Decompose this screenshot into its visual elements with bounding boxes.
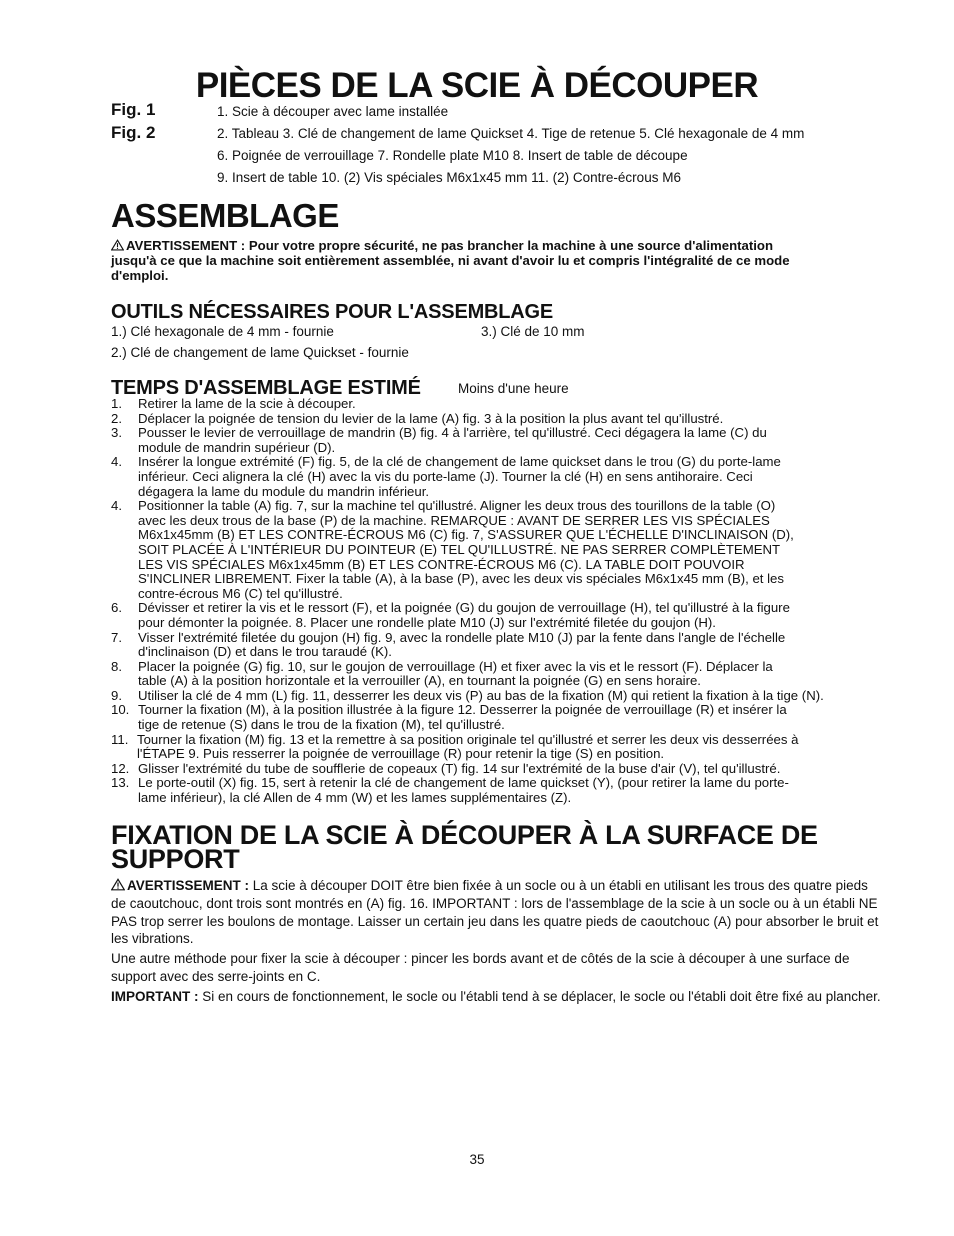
step-text-line: LES VIS SPÉCIALES M6x1x45mm (B) ET LES CONTRE-ÉCROUS M6 (C). LA TABLE DOIT POUVOIR [138,556,745,572]
assembly-step [111,689,891,704]
mounting-title-line: FIXATION DE LA SCIE À DÉCOUPER À LA SURFACE DE [111,820,818,850]
assembly-step [111,397,891,412]
parts-line: 1. Scie à découper avec lame installée [217,104,449,119]
mounting-title-line: SUPPORT [111,844,240,874]
step-number: 6. [111,600,122,616]
mounting-body [111,877,881,1006]
assembly-warning [111,238,871,283]
warning-label: AVERTISSEMENT : [127,878,250,893]
step-text-line: Le porte-outil (X) fig. 15, sert à retenir la clé de changement de lame quickset (Y), (pour retirer la lame du porte- [138,775,789,791]
warning-icon [111,239,124,251]
step-text-line: lame inférieur), la clé Allen de 4 mm (W) et les lames supplémentaires (Z). [138,790,572,806]
assembly-step [111,499,891,601]
tool-item: 2.) Clé de changement de lame Quickset - fournie [111,345,409,360]
assembly-title: ASSEMBLAGE [111,197,339,234]
step-text-line: Tourner la fixation (M), à la position illustrée à la figure 12. Desserrer la poignée de verrouillage (R) et insérer la [138,702,787,718]
assembly-step [111,426,891,455]
step-number: 9. [111,687,122,703]
step-number: 3. [111,425,122,441]
assembly-step [111,412,891,427]
assembly-step [111,631,891,660]
step-text-line: dégagera la lame du module du mandrin inférieur. [138,483,430,499]
step-text-line: module de mandrin supérieur (D). [138,439,336,455]
step-number: 10. [111,702,130,718]
step-number: 12. [111,760,130,776]
assembly-step [111,733,891,762]
warning-text: jusqu'à ce que la machine soit entièrement assemblée, ni avant d'avoir lu et compris l'intégralité de ce mode [111,253,790,268]
fig-1-label: Fig. 1 [111,100,156,119]
assembly-step [111,776,891,805]
step-number: 8. [111,658,122,674]
time-title: TEMPS D'ASSEMBLAGE ESTIMÉ [111,377,421,399]
assembly-step [111,455,891,499]
step-text-line: Placer la poignée (G) fig. 10, sur le goujon de verrouillage (H) et fixer avec la vis et le ressort (F). Déplacer la [138,658,773,674]
step-text-line: Visser l'extrémité filetée du goujon (H) fig. 9, avec la rondelle plate M10 (J) par la fente dans l'angle de l'échelle [138,629,786,645]
step-number: 2. [111,410,122,426]
step-text-line: Insérer la longue extrémité (F) fig. 5, de la clé de changement de lame quickset dans le trou (G) du porte-lame [138,454,781,470]
assembly-step [111,660,891,689]
parts-line: 2. Tableau 3. Clé de changement de lame Quickset 4. Tige de retenue 5. Clé hexagonale de 4 mm [217,126,805,141]
step-text-line: S'INCLINER LIBREMENT. Fixer la table (A), à la base (P), avec les deux vis spéciales M6x1x45 mm (B), et les [138,571,784,587]
mounting-title [111,820,818,874]
step-text-line: Dévisser et retirer la vis et le ressort (F), et la poignée (G) du goujon de verrouillage (H), tel qu'illustré à la figure [138,600,790,616]
step-text-line: Utiliser la clé de 4 mm (L) fig. 11, desserrer les deux vis (P) au bas de la fixation (M) qui retient la fixation à la tige (N). [138,687,824,703]
time-value: Moins d'une heure [458,381,569,396]
fig-2-label: Fig. 2 [111,123,156,142]
step-number: 4. [111,498,122,514]
step-text-line: Tourner la fixation (M) fig. 13 et la remettre à sa position originale tel qu'illustré et serrer les deux vis desserrées à [137,731,799,747]
important-text: Si en cours de fonctionnement, le socle ou l'établi tend à se déplacer, le socle ou l'établi doit être fixé au plancher. [198,988,881,1004]
step-number: 7. [111,629,122,645]
parts-line: 9. Insert de table 10. (2) Vis spéciales M6x1x45 mm 11. (2) Contre-écrous M6 [217,170,681,185]
important-note [111,988,881,1006]
assembly-steps [111,397,891,806]
step-number: 11. [111,731,129,747]
important-label: IMPORTANT : [111,988,199,1004]
step-text-line: d'inclinaison (D) et dans le trou taraudé (K). [138,644,392,660]
step-text-line: inférieur. Ceci alignera la clé (H) avec la vis du porte-lame (J). Tourner la clé (H) en sens antihoraire. Ceci [138,468,753,484]
tools-title: OUTILS NÉCESSAIRES POUR L'ASSEMBLAGE [111,301,554,323]
tool-item: 3.) Clé de 10 mm [481,324,585,339]
step-text-line: tige de retenue (S) dans le trou de la fixation (M), tel qu'illustré. [138,717,505,733]
tool-item: 1.) Clé hexagonale de 4 mm - fournie [111,324,334,339]
warning-text: La scie à découper DOIT être bien fixée à un socle ou à un établi en utilisant les trous des quatre pieds de caoutchouc, dont trois sont montrés en (A) fig. 16. IMPORTANT : lors de l'assemblage de la scie à un socle ou à un établi NE PAS trop serrer les boulons de montage. Laisser un certain jeu dans les quatre pieds de caoutchouc (A) pour absorber le bruit et les vibrations. [111,878,879,947]
step-text-line: table (A) à la position horizontale et la verrouiller (A), en tournant la poignée (G) en sens horaire. [138,673,701,689]
page-number: 35 [469,1152,485,1167]
parts-line: 6. Poignée de verrouillage 7. Rondelle plate M10 8. Insert de table de découpe [217,148,688,163]
step-number: 4. [111,454,122,470]
alt-method: Une autre méthode pour fixer la scie à découper : pincer les bords avant et de côtés de la scie à découper à une surface de support avec des serre-joints en C. [111,951,850,984]
step-text-line: l'ÉTAPE 9. Puis resserrer la poignée de verrouillage (R) pour retenir la tige (S) en position. [137,746,665,762]
step-text-line: pour démonter la poignée. 8. Placer une rondelle plate M10 (J) sur l'extrémité filetée du goujon (H). [138,614,716,630]
assembly-step [111,762,891,777]
step-text-line: contre-écrous M6 (C) tel qu'illustré. [138,585,343,601]
step-text-line: Glisser l'extrémité du tube de soufflerie de copeaux (T) fig. 14 sur l'extrémité de la buse d'air (V), tel qu'illustré. [138,760,781,776]
step-text-line: Pousser le levier de verrouillage de mandrin (B) fig. 4 à l'arrière, tel qu'illustré. Ceci dégagera la lame (C) du [138,425,767,441]
step-text-line: avec les deux trous de la base (P) de la machine. REMARQUE : AVANT DE SERRER LES VIS SPÉCIALES [138,512,770,528]
warning-icon [111,878,125,891]
step-text-line: Positionner la table (A) fig. 7, sur la machine tel qu'illustré. Aligner les deux trous des tourillons de la table (O) [138,498,776,514]
warning-text: d'emploi. [111,268,169,283]
assembly-step [111,703,891,732]
step-number: 13. [111,775,130,791]
warning-text: AVERTISSEMENT : Pour votre propre sécurité, ne pas brancher la machine à une source d'alimentation [126,238,774,253]
step-text-line: M6x1x45mm (B) ET LES CONTRE-ÉCROUS M6 (C) fig. 7, S'ASSURER QUE L'ÉCHELLE D'INCLINAISON (D), [138,527,794,543]
mounting-warning [111,877,881,948]
assembly-step [111,601,891,630]
page-title: PIÈCES DE LA SCIE À DÉCOUPER [195,66,759,105]
step-number: 1. [111,396,122,411]
step-text-line: Retirer la lame de la scie à découper. [138,396,356,411]
parts-list [217,101,804,189]
step-text-line: SOIT PLACÉE À L'INTÉRIEUR DU POINTEUR (E) TEL QU'ILLUSTRÉ. NE PAS SERRER COMPLÈTEMENT [138,541,781,557]
step-text-line: Déplacer la poignée de tension du levier de la lame (A) fig. 3 à la position la plus avant tel qu'illustré. [138,410,724,426]
